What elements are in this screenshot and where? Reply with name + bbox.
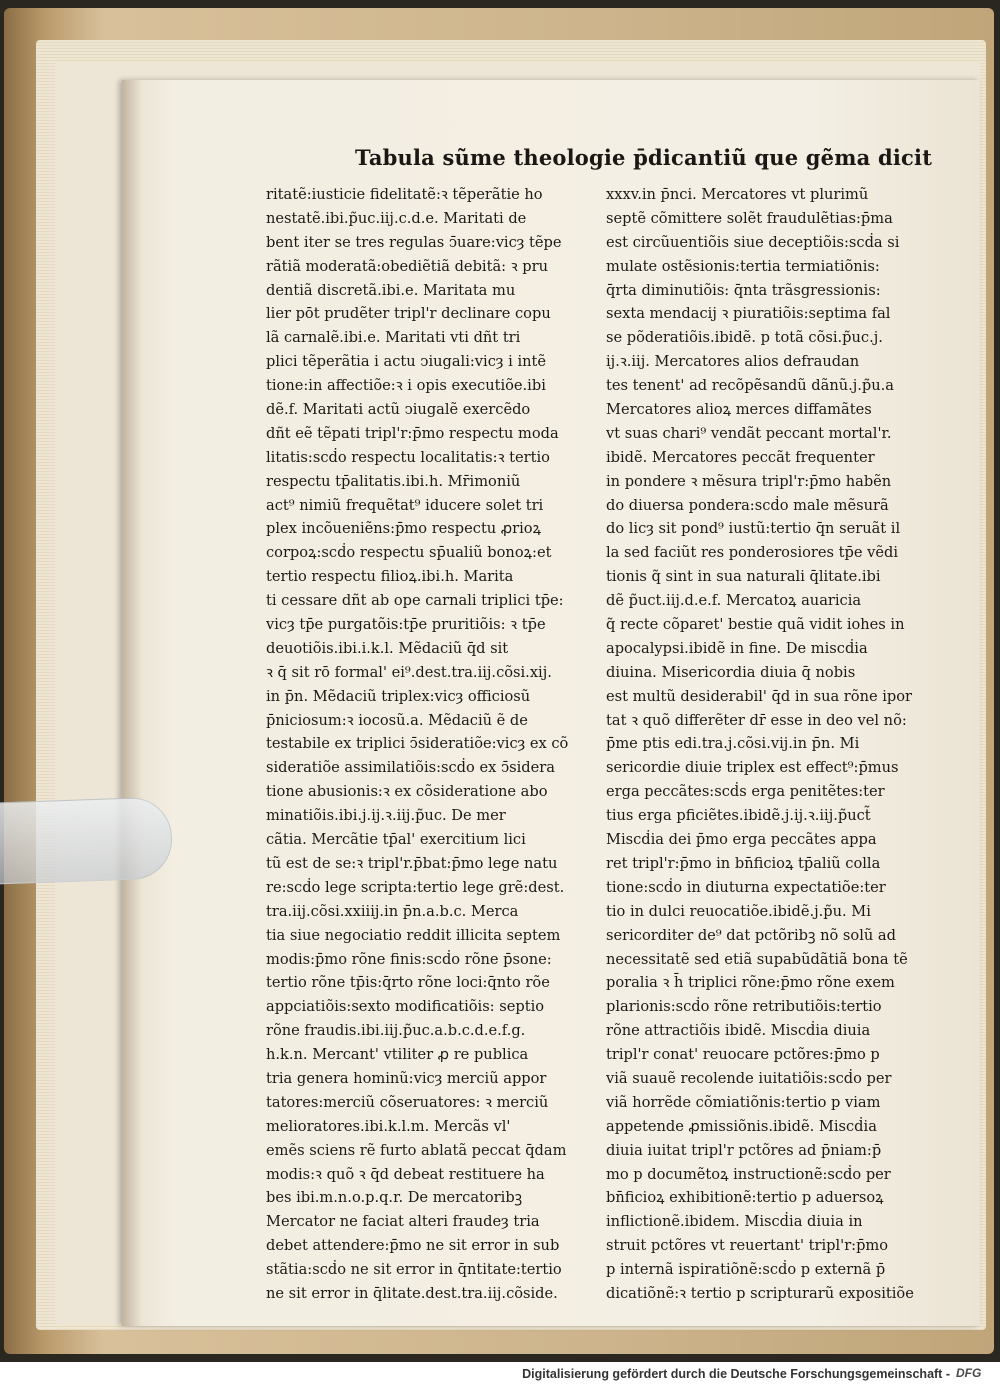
text-line: diuia iuitat tripl'r pctõres ad p̄niam:p̄ [606,1141,882,1159]
text-line: rõne attractiõis ibidẽ. Miscḋia diuia [606,1022,871,1040]
text-line: inflictionẽ.ibidem. Miscḋia diuia in [606,1213,863,1231]
text-line: ti cessare dñt ab ope carnali triplici tp̄e: [266,592,564,610]
text-line: tertio respectu filioꝝ.ibi.h. Marita [266,568,514,586]
text-line: tius erga pficiẽtes.ibidẽ.j.ij.ꝛ.iij.p̃uct̃ [606,807,871,825]
text-line: litatis:scḋo respectu localitatis:ꝛ tertio [266,448,550,466]
text-line: viã horrẽde cõmiatiõnis:tertio p viam [606,1093,881,1111]
text-line: ret tripl'r:p̄mo in bn̄ficioꝝ tp̄aliũ colla [606,854,881,872]
text-line: tertio rõne tp̄is:q̄rto rõne loci:q̄nto rõe [266,974,550,992]
page-clip [0,796,173,885]
text-line: tione abusionis:ꝛ ex cõsideratione abo [266,783,548,801]
text-line: tionis q̃ sint in sua naturali q̄litate.ibi [606,568,881,586]
text-line: lã carnalẽ.ibi.e. Maritati vti dñt tri [266,329,521,347]
text-line: dentiã discretã.ibi.e. Maritata mu [266,281,516,299]
text-line: tũ est de se:ꝛ tripl'r.p̄bat:p̄mo lege natu [266,854,558,872]
text-line: tia siue negociatio reddit illicita septem [266,926,561,944]
text-line: stãtia:scḋo ne sit error in q̄ntitate:tertio [266,1261,562,1279]
text-line: modis:p̄mo rõne finis:scḋo rõne p̄sone: [266,950,552,968]
text-line: vicȝ tp̄e purgatõis:tp̄e pruritiõis: ꝛ tp̄e [266,616,546,634]
text-line: la sed faciũt res ponderosiores tp̄e vẽdi [606,544,899,562]
text-line: sexta mendacij ꝛ piuratiõis:septima fal [606,305,891,323]
text-line: Mercator ne faciat alteri fraudeȝ tria [266,1213,540,1231]
text-line: act⁹ nimiũ frequẽtat⁹ iducere solet tri [266,496,544,514]
text-line: appetende ꝓmissiõnis.ibidẽ. Miscḋia [606,1117,877,1135]
text-line: respectu tp̄alitatis.ibi.h. Mr̄imoniũ [266,472,521,490]
text-line: tes tenent' ad recõpẽsandũ dãnũ.j.p̃u.a [606,377,895,395]
text-line: ritatẽ:iusticie fidelitatẽ:ꝛ tẽperãtie ho [266,186,543,203]
text-line: debet attendere:p̄mo ne sit error in sub [266,1237,560,1255]
text-line: plici tẽperãtia i actu ↄiugali:vicȝ i intẽ [266,353,547,371]
text-line: ne sit error in q̄litate.dest.tra.iij.cõside. [266,1284,558,1302]
text-line: Mercatores alioꝝ merces diffamãtes [606,401,872,419]
text-line: bent iter se tres regulas ↄ̄uare:vicȝ tẽpe [266,233,562,251]
text-line: appciatiõis:sexto modificatiõis: septio [266,998,545,1016]
text-line: erga peccãtes:scḋs erga penitẽtes:ter [606,783,885,801]
text-line: tio in dulci reuocatiõe.ibidẽ.j.p̃u. Mi [606,902,871,920]
text-line: emẽs sciens rẽ furto ablatã peccat q̄dam [266,1141,567,1159]
text-line: est multũ desiderabil' q̄d in sua rõne ipor [606,687,913,705]
text-line: q̄rta diminutiõis: q̄nta trãsgressionis: [606,281,881,299]
text-line: ꝛ q̄ sit rō formal' ei⁹.dest.tra.iij.cõsi.xij. [266,663,552,681]
text-line: deuotiõis.ibi.i.k.l. Mẽdaciũ q̄d sit [266,639,509,657]
text-line: se põderatiõis.ibidẽ. p totã cõsi.p̃uc.j. [606,329,883,347]
text-line: p̄me ptis edi.tra.j.cõsi.vij.in p̄n. Mi [606,735,860,753]
text-line: dẽ p̃uct.iij.d.e.f. Mercatoꝝ auaricia [606,592,862,610]
text-line: tria genera hominũ:vicȝ merciũ appor [266,1069,547,1087]
text-line: plarionis:scḋo rõne retributiõis:tertio [606,998,882,1016]
text-line: tatores:merciũ cõseruatores: ꝛ merciũ [266,1093,549,1111]
text-line: dñt eẽ tẽpati tripl'r:p̄mo respectu moda [266,424,559,442]
text-line: xxxv.in p̄nci. Mercatores vt plurimũ [606,186,869,203]
text-line: modis:ꝛ quõ ꝛ q̄d debeat restituere ha [266,1165,545,1183]
text-line: in p̄n. Mẽdaciũ triplex:vicȝ officiosũ [266,687,531,705]
text-line: struit pctõres vt reuertant' tripl'r:p̄mo [606,1237,889,1255]
text-line: tra.iij.cõsi.xxiiij.in p̄n.a.b.c. Merca [266,902,519,920]
text-line: dicatiõnẽ:ꝛ tertio p scripturarũ expositiõe [606,1284,914,1302]
dfg-logo: DFG [956,1366,982,1380]
text-line: tripl'r conat' reuocare pctõres:p̄mo p [606,1046,880,1064]
left-text-column [266,183,596,1306]
funding-notice: Digitalisierung gefördert durch die Deutsche Forschungsgemeinschaft - [522,1367,950,1381]
text-line: tione:in affectiõe:ꝛ i opis executiõe.ibi [266,377,546,395]
text-line: testabile ex triplici ↄ̄sideratiõe:vicȝ ex cõ [266,735,569,753]
text-line: mulate ostẽsionis:tertia termiatiõnis: [606,257,880,275]
text-line: melioratores.ibi.k.l.m. Mercãs vl' [266,1117,511,1135]
text-line: plex incõueniẽns:p̄mo respectu ꝓrioꝝ [266,520,542,538]
text-line: cãtia. Mercãtie tp̄al' exercitium lici [266,831,526,849]
text-line: bn̄ficioꝝ exhibitionẽ:tertio p aduersoꝝ [606,1189,884,1207]
text-line: do licȝ sit pond⁹ iustũ:tertio q̄n seruãt il [606,520,901,538]
text-line: in pondere ꝛ mẽsura tripl'r:p̄mo habẽn [606,472,892,490]
text-line: corpoꝝ:scḋo respectu sp̄ualiũ bonoꝝ:et [266,544,552,562]
text-line: vt suas chari⁹ vendãt peccant mortal'r. [606,424,892,442]
text-line: minatiõis.ibi.j.ij.ꝛ.iij.p̃uc. De mer [266,807,506,825]
text-line: tat ꝛ quõ differẽter dr̄ esse in deo vel nõ: [606,711,907,729]
text-line: tione:scḋo in diuturna expectatiõe:ter [606,878,886,896]
text-line: lier pōt prudẽter tripl'r declinare copu [266,305,551,323]
text-line: poralia ꝛ h̄ triplici rõne:p̄mo rõne exem [606,974,895,992]
text-line: septẽ cõmittere solẽt fraudulẽtias:p̄ma [606,209,893,227]
text-line: dẽ.f. Maritati actũ ↄiugalẽ exercẽdo [266,401,531,419]
text-line: Miscḋia dei p̄mo erga peccãtes appa [606,831,877,849]
text-line: p̄niciosum:ꝛ iocosũ.a. Mẽdaciũ ẽ de [266,711,528,729]
text-line: nestatẽ.ibi.p̃uc.iij.c.d.e. Maritati de [266,209,527,227]
spine-shadow [122,80,142,1326]
text-line: rãtiã moderatã:obediẽtiã debitã: ꝛ pru [266,257,548,275]
right-text-column [606,183,946,1306]
text-line: rõne fraudis.ibi.iij.p̃uc.a.b.c.d.e.f.g. [266,1022,526,1040]
text-line: apocalypsi.ibidẽ in fine. De miscḋia [606,639,868,657]
text-line: do diuersa pondera:scḋo male mẽsurã [606,496,889,514]
text-line: ibidẽ. Mercatores peccãt frequenter [606,448,875,466]
text-line: sideratiõe assimilatiõis:scḋo ex ↄ̄sidera [266,759,555,777]
text-line: p internã ispiratiõnẽ:scḋo p externã p̄ [606,1261,886,1279]
page-header: Tabula sũme theologie p̄dicantiũ que gẽma dicit [355,145,933,170]
text-line: est circũuentiõis siue deceptiõis:scḋa si [606,233,900,251]
text-line: viã suauẽ recolende iuitatiõis:scḋo per [606,1069,892,1087]
text-line: re:scḋo lege scripta:tertio lege grẽ:dest. [266,878,565,896]
text-line: q̃ recte cõparet' bestie quã vidit iohes in [606,616,905,634]
text-line: mo p documẽtoꝝ instructionẽ:scḋo per [606,1165,891,1183]
text-line: diuina. Misericordia diuia q̄ nobis [606,663,856,681]
text-line: sericordie diuie triplex est effect⁹:p̄mus [606,759,899,777]
text-line: h.k.n. Mercant' vtiliter ꝓ re publica [266,1046,529,1064]
text-line: necessitatẽ sed etiã supabũdãtiã bona tẽ [606,950,908,968]
text-line: bes ibi.m.n.o.p.q.r. De mercatoribꝫ [266,1189,523,1207]
text-line: sericorditer de⁹ dat pctõribꝫ nõ solũ ad [606,926,896,944]
text-line: ij.ꝛ.iij. Mercatores alios defraudan [606,353,860,371]
